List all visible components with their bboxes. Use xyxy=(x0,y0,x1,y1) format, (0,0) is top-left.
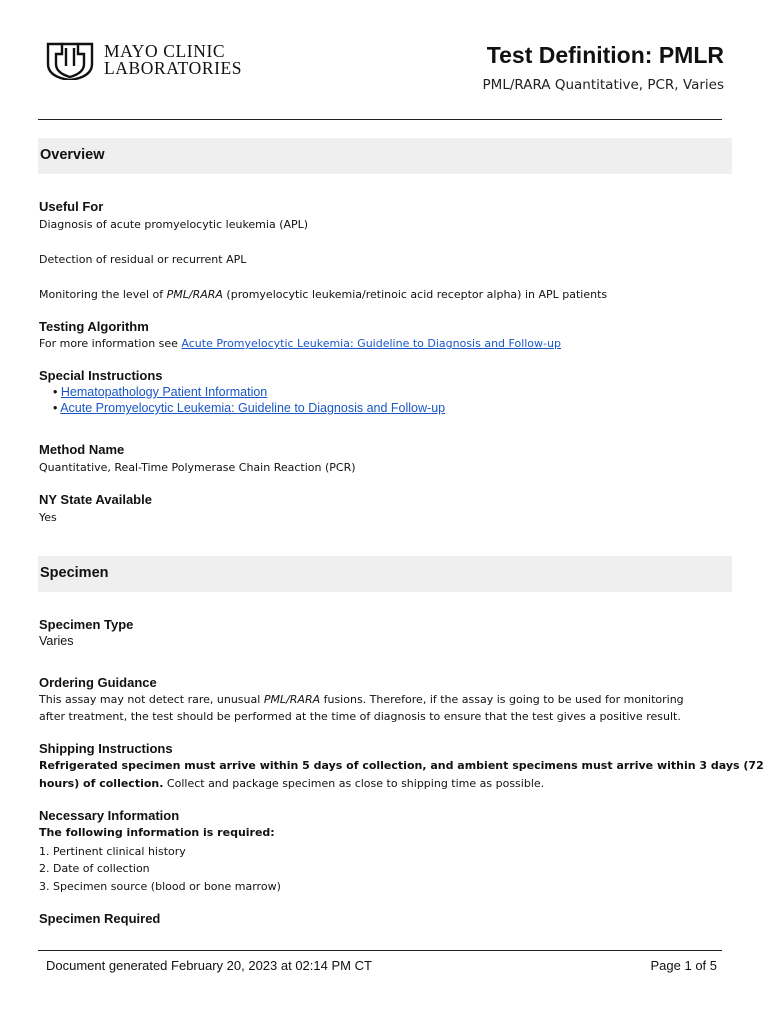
special-instructions-heading: Special Instructions xyxy=(39,368,163,383)
footer-page-number: Page 1 of 5 xyxy=(650,958,717,973)
testing-algorithm-text: For more information see Acute Promyelocytic Leukemia: Guideline to Diagnosis and Follow-up xyxy=(39,337,561,350)
bullet-icon: • xyxy=(53,401,58,415)
specimen-required-heading: Specimen Required xyxy=(39,911,161,926)
apl-guideline-link[interactable]: Acute Promyelocytic Leukemia: Guideline to Diagnosis and Follow-up xyxy=(60,401,446,415)
specimen-type-heading: Specimen Type xyxy=(39,617,134,632)
overview-section-title: Overview xyxy=(40,147,105,163)
specimen-section-bar xyxy=(38,556,732,592)
ordering-guidance-heading: Ordering Guidance xyxy=(39,675,157,690)
specimen-section-title: Specimen xyxy=(40,565,109,581)
list-item: 3. Specimen source (blood or bone marrow) xyxy=(39,880,281,893)
overview-section-bar xyxy=(38,138,732,174)
list-item xyxy=(53,385,267,399)
necessary-info-heading: Necessary Information xyxy=(39,808,180,823)
ny-state-value: Yes xyxy=(39,511,57,524)
useful-for-line-2: Detection of residual or recurrent APL xyxy=(39,253,247,266)
testing-algorithm-heading: Testing Algorithm xyxy=(39,319,149,334)
mayo-clinic-logo xyxy=(44,40,242,80)
logo-line-1: MAYO CLINIC xyxy=(104,41,226,61)
ordering-guidance-line-1: This assay may not detect rare, unusual PML/RARA fusions. Therefore, if the assay is going to be used for monitoring xyxy=(39,693,684,706)
bullet-icon: • xyxy=(53,385,58,399)
shipping-line-2: hours) of collection. Collect and package specimen as close to shipping time as possible. xyxy=(39,777,545,790)
necessary-info-intro: The following information is required: xyxy=(39,826,275,839)
shipping-line-1: Refrigerated specimen must arrive within 5 days of collection, and ambient specimens must arrive within 3 days (72 xyxy=(39,759,764,772)
method-name-value: Quantitative, Real-Time Polymerase Chain Reaction (PCR) xyxy=(39,461,356,474)
header-divider xyxy=(38,119,722,120)
guideline-link[interactable]: Acute Promyelocytic Leukemia: Guideline to Diagnosis and Follow-up xyxy=(181,337,561,350)
list-item: 1. Pertinent clinical history xyxy=(39,845,186,858)
page-subtitle: PML/RARA Quantitative, PCR, Varies xyxy=(482,77,724,93)
page-title: Test Definition: PMLR xyxy=(486,42,724,68)
ordering-guidance-line-2: after treatment, the test should be performed at the time of diagnosis to ensure that the test gives a positive result. xyxy=(39,710,681,723)
hematopathology-link[interactable]: Hematopathology Patient Information xyxy=(60,385,268,399)
useful-for-heading: Useful For xyxy=(39,199,104,214)
shipping-heading: Shipping Instructions xyxy=(39,741,173,756)
useful-for-line-3: Monitoring the level of PML/RARA (promyelocytic leukemia/retinoic acid receptor alpha) in APL patients xyxy=(39,288,608,301)
footer-divider xyxy=(38,950,722,951)
mayo-shield-icon xyxy=(44,40,96,80)
logo-line-2: LABORATORIES xyxy=(104,58,243,78)
list-item xyxy=(53,401,445,415)
specimen-type-value: Varies xyxy=(39,634,74,648)
list-item: 2. Date of collection xyxy=(39,862,150,875)
footer-generated: Document generated February 20, 2023 at 02:14 PM CT xyxy=(46,958,372,973)
ny-state-heading: NY State Available xyxy=(39,492,152,507)
useful-for-line-1: Diagnosis of acute promyelocytic leukemia (APL) xyxy=(39,218,309,231)
method-name-heading: Method Name xyxy=(39,442,125,457)
